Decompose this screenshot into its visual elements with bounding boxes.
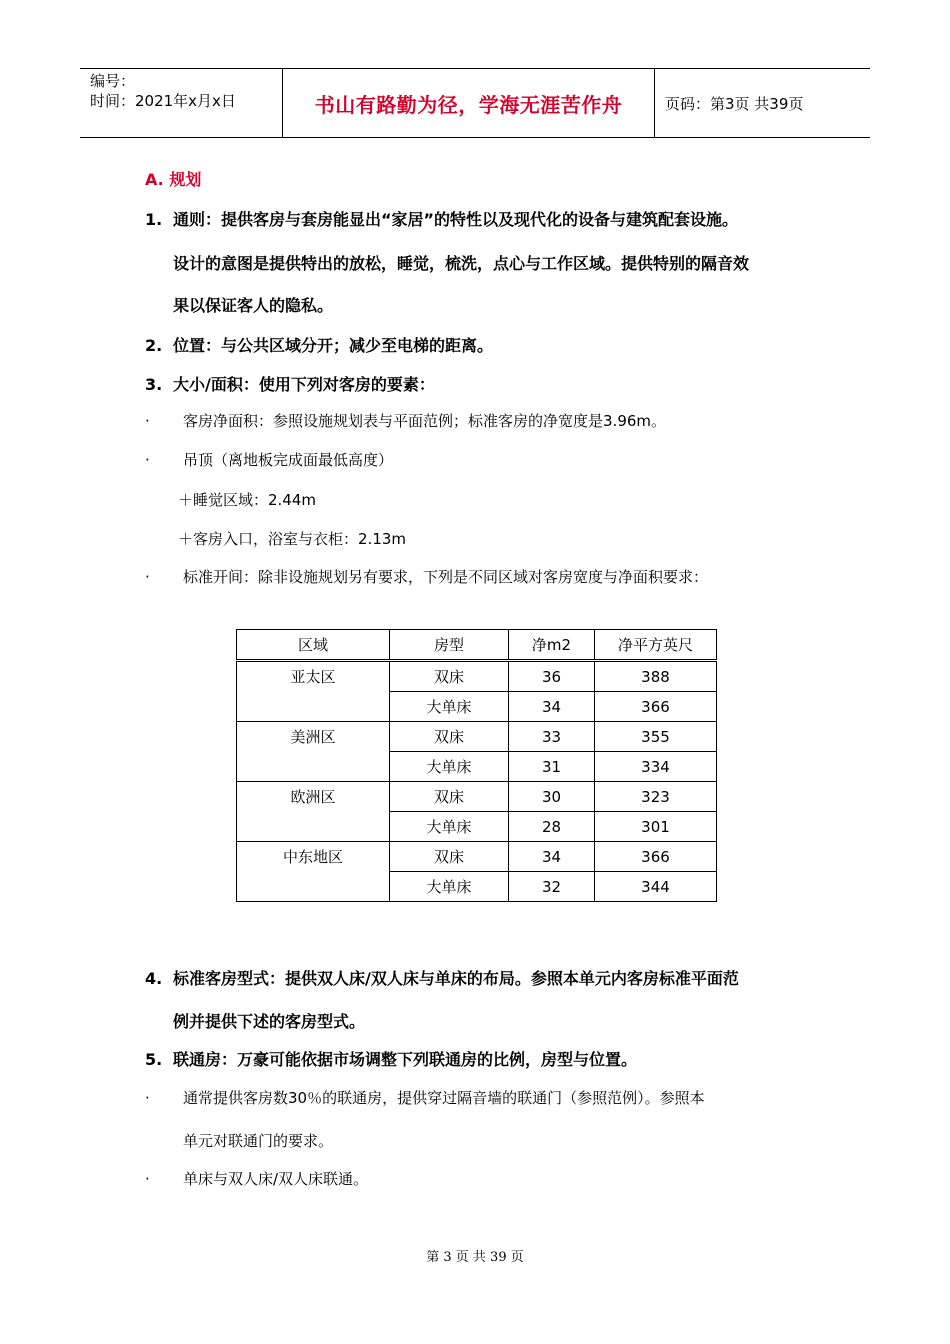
bullet-icon: · bbox=[145, 412, 150, 430]
net-m2-cell: 28 bbox=[509, 812, 595, 842]
paragraph-text: 标准客房型式：提供双人床/双人床与单床的布局。参照本单元内客房标准平面范 bbox=[173, 969, 739, 988]
net-m2-cell: 33 bbox=[509, 722, 595, 752]
paragraph-1-line-3: 果以保证客人的隐私。 bbox=[173, 296, 334, 315]
net-sqft-cell: 323 bbox=[595, 782, 717, 812]
net-m2-cell: 32 bbox=[509, 872, 595, 902]
bullet-item-standard-bay bbox=[145, 566, 835, 587]
column-header-net-sqft: 净平方英尺 bbox=[595, 630, 717, 661]
header-page-info: 页码：第3页 共39页 bbox=[665, 94, 804, 113]
bullet-text: 标准开间：除非设施规划另有要求，下列是不同区域对客房宽度与净面积要求： bbox=[183, 568, 709, 586]
paragraph-2 bbox=[145, 333, 825, 356]
room-type-cell: 双床 bbox=[390, 782, 509, 812]
net-m2-cell: 34 bbox=[509, 842, 595, 872]
bullet-item-connecting-rooms bbox=[145, 1087, 835, 1108]
document-date: 时间：2021年x月x日 bbox=[90, 92, 236, 110]
paragraph-4 bbox=[145, 966, 825, 989]
region-cell: 美洲区 bbox=[237, 722, 390, 752]
page-footer: 第 3 页 共 39 页 bbox=[426, 1250, 524, 1265]
net-m2-cell: 36 bbox=[509, 661, 595, 692]
column-header-net-m2: 净m2 bbox=[509, 630, 595, 661]
paragraph-1 bbox=[145, 207, 825, 230]
bullet-icon: · bbox=[145, 1089, 150, 1107]
paragraph-number: 3. bbox=[145, 375, 163, 394]
bullet-text: 客房净面积：参照设施规划表与平面范例；标准客房的净宽度是3.96m。 bbox=[183, 412, 667, 430]
table-row bbox=[237, 872, 717, 902]
column-header-room-type: 房型 bbox=[390, 630, 509, 661]
sub-item-entry-bath: ＋客房入口，浴室与衣柜：2.13m bbox=[178, 530, 407, 548]
net-sqft-cell: 344 bbox=[595, 872, 717, 902]
room-type-cell: 双床 bbox=[390, 842, 509, 872]
paragraph-number: 4. bbox=[145, 969, 163, 988]
table-header-row bbox=[237, 630, 717, 661]
net-sqft-cell: 355 bbox=[595, 722, 717, 752]
table-row bbox=[237, 812, 717, 842]
sub-item-sleeping-area: ＋睡觉区域：2.44m bbox=[178, 491, 317, 509]
net-m2-cell: 34 bbox=[509, 692, 595, 722]
section-title: A. 规划 bbox=[145, 170, 202, 189]
table-row bbox=[237, 722, 717, 752]
region-cell bbox=[237, 752, 390, 782]
page-header bbox=[80, 68, 870, 138]
paragraph-text: 大小/面积：使用下列对客房的要素： bbox=[173, 375, 435, 394]
table-row bbox=[237, 692, 717, 722]
bullet-text: 吊顶（离地板完成面最低高度） bbox=[183, 451, 394, 469]
bullet-text: 通常提供客房数30％的联通房，提供穿过隔音墙的联通门（参照范例）。参照本 bbox=[183, 1089, 705, 1107]
net-sqft-cell: 334 bbox=[595, 752, 717, 782]
paragraph-3 bbox=[145, 372, 825, 395]
region-cell bbox=[237, 812, 390, 842]
net-m2-cell: 31 bbox=[509, 752, 595, 782]
bullet-item-ceiling bbox=[145, 449, 835, 470]
bullet-icon: · bbox=[145, 1170, 150, 1188]
room-type-cell: 大单床 bbox=[390, 872, 509, 902]
region-cell: 中东地区 bbox=[237, 842, 390, 872]
room-type-cell: 大单床 bbox=[390, 692, 509, 722]
header-motto: 书山有路勤为径，学海无涯苦作舟 bbox=[282, 69, 655, 137]
region-cell bbox=[237, 872, 390, 902]
paragraph-number: 2. bbox=[145, 336, 163, 355]
paragraph-number: 1. bbox=[145, 210, 163, 229]
room-size-table bbox=[236, 629, 717, 902]
bullet-item-connecting-rooms-line-2: 单元对联通门的要求。 bbox=[183, 1132, 334, 1150]
net-sqft-cell: 301 bbox=[595, 812, 717, 842]
net-sqft-cell: 366 bbox=[595, 842, 717, 872]
net-sqft-cell: 366 bbox=[595, 692, 717, 722]
bullet-item-net-area bbox=[145, 410, 835, 431]
table-row bbox=[237, 782, 717, 812]
room-type-cell: 大单床 bbox=[390, 812, 509, 842]
paragraph-4-line-2: 例并提供下述的客房型式。 bbox=[173, 1012, 366, 1031]
paragraph-text: 联通房：万豪可能依据市场调整下列联通房的比例，房型与位置。 bbox=[173, 1050, 638, 1069]
region-cell: 欧洲区 bbox=[237, 782, 390, 812]
bullet-icon: · bbox=[145, 568, 150, 586]
bullet-text: 单床与双人床/双人床联通。 bbox=[183, 1170, 369, 1188]
document-number-label: 编号： bbox=[90, 72, 136, 90]
region-cell: 亚太区 bbox=[237, 661, 390, 692]
room-type-cell: 双床 bbox=[390, 722, 509, 752]
net-sqft-cell: 388 bbox=[595, 661, 717, 692]
table-row bbox=[237, 661, 717, 692]
room-type-cell: 大单床 bbox=[390, 752, 509, 782]
header-meta bbox=[90, 71, 282, 111]
paragraph-text: 位置：与公共区域分开；减少至电梯的距离。 bbox=[173, 336, 494, 355]
bullet-icon: · bbox=[145, 451, 150, 469]
column-header-region: 区域 bbox=[237, 630, 390, 661]
table-row bbox=[237, 752, 717, 782]
region-cell bbox=[237, 692, 390, 722]
paragraph-number: 5. bbox=[145, 1050, 163, 1069]
paragraph-text: 通则：提供客房与套房能显出“家居”的特性以及现代化的设备与建筑配套设施。 bbox=[173, 210, 739, 229]
table-row bbox=[237, 842, 717, 872]
room-type-cell: 双床 bbox=[390, 661, 509, 692]
paragraph-5 bbox=[145, 1047, 825, 1070]
paragraph-1-line-2: 设计的意图是提供特出的放松，睡觉，梳洗，点心与工作区域。提供特别的隔音效 bbox=[173, 254, 750, 273]
bullet-item-single-double bbox=[145, 1168, 835, 1189]
net-m2-cell: 30 bbox=[509, 782, 595, 812]
